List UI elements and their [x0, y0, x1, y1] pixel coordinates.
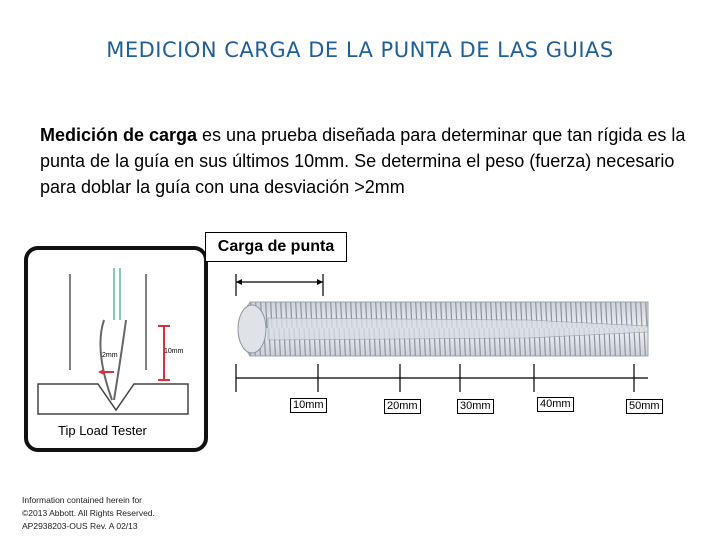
- scale-label-20mm: 20mm: [384, 399, 421, 414]
- footer-line-1: Information contained herein for: [22, 495, 143, 505]
- slide-title: MEDICION CARGA DE LA PUNTA DE LAS GUIAS: [106, 38, 614, 62]
- intro-bold: Medición de carga: [40, 125, 198, 145]
- guidewire-diagram: [228, 268, 658, 418]
- scale-label-40mm: 40mm: [537, 397, 574, 412]
- intro-paragraph: [40, 122, 700, 200]
- footer-line-2: ©2013 Abbott. All Rights Reserved.: [22, 508, 155, 518]
- footer-legal: [22, 494, 155, 533]
- intro-text: es una prueba diseñada para determinar que tan rígida es la punta de la guía en sus últimos 10mm. Se determina el peso (fuerza) necesario para doblar la guía con una desviación >2mm: [40, 125, 686, 197]
- scale-label-10mm: 10mm: [290, 398, 327, 413]
- carga-de-punta-label: Carga de punta: [205, 232, 347, 262]
- scale-label-50mm: 50mm: [626, 399, 663, 414]
- tester-10mm-label: 10mm: [164, 348, 184, 355]
- footer-line-3: AP2938203-OUS Rev. A 02/13: [22, 521, 138, 531]
- scale-label-30mm: 30mm: [457, 399, 494, 414]
- tester-caption: Tip Load Tester: [58, 423, 147, 438]
- tester-2mm-label: 2mm: [102, 352, 118, 359]
